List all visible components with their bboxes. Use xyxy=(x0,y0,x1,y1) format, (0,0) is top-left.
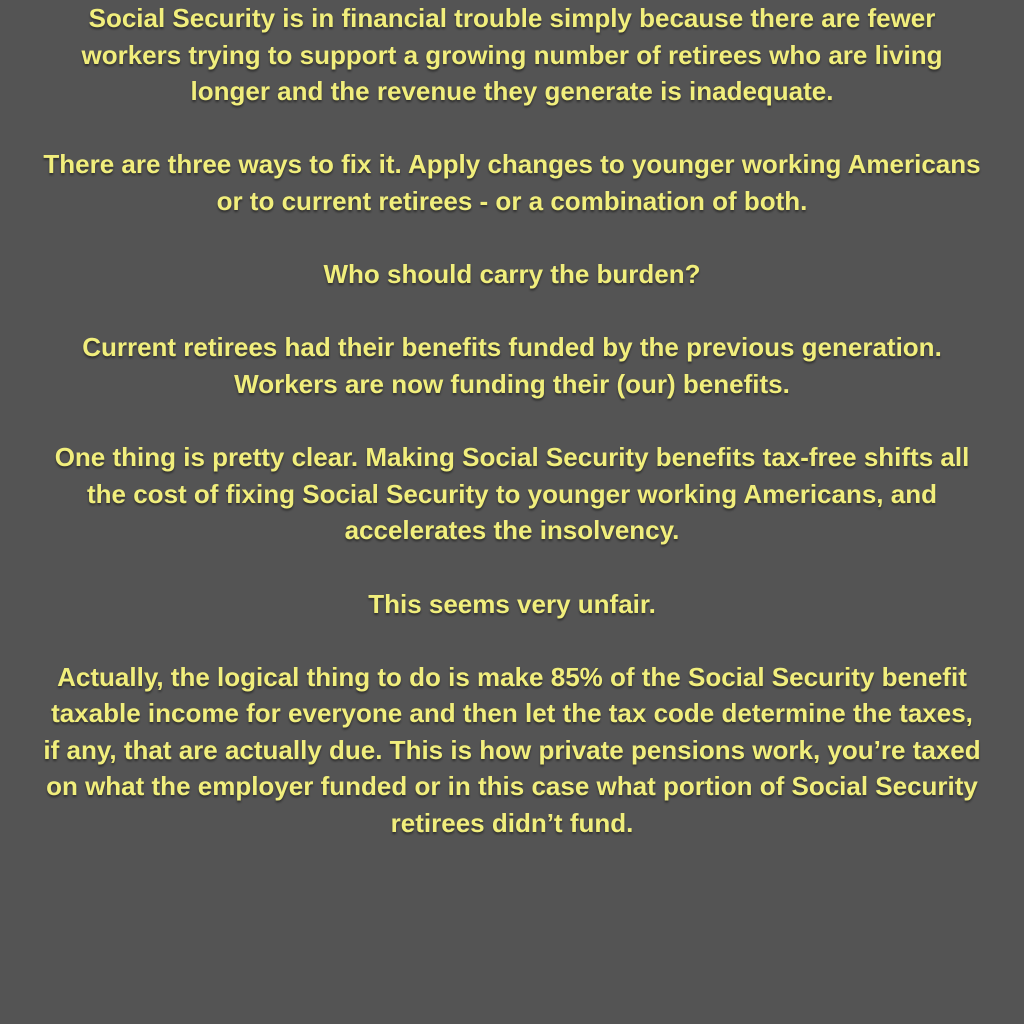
paragraph-burden-question: Who should carry the burden? xyxy=(323,259,701,290)
paragraph-tax-free-shift: One thing is pretty clear. Making Social Security benefits tax-free shifts all the cost of fixing Social Security to younger working Americans, and accelerates the insolvency. xyxy=(54,442,970,546)
paragraph-current-retirees: Current retirees had their benefits funded by the previous generation. Workers are now funding their (our) benefits. xyxy=(82,332,942,399)
paragraph-three-ways: There are three ways to fix it. Apply changes to younger working Americans or to current retirees - or a combination of both. xyxy=(43,149,981,216)
paragraph-gap xyxy=(40,549,984,586)
paragraph-gap xyxy=(40,293,984,330)
paragraph-logical-solution: Actually, the logical thing to do is make 85% of the Social Security benefit taxable income for everyone and then let the tax code determine the taxes, if any, that are actually due. This is how private pensions work, you’re taxed on what the employer funded or in this case what portion of Social Security retirees didn’t fund. xyxy=(43,661,981,839)
paragraph-gap xyxy=(40,220,984,257)
paragraph-gap xyxy=(40,622,984,659)
paragraph-unfair: This seems very unfair. xyxy=(368,588,656,619)
paragraph-financial-trouble: Social Security is in financial trouble simply because there are fewer workers trying to support a growing number of retirees who are living longer and the revenue they generate is inadequate. xyxy=(81,3,943,107)
paragraph-gap xyxy=(40,403,984,440)
paragraph-gap xyxy=(40,110,984,147)
slide-text-block xyxy=(40,0,984,842)
